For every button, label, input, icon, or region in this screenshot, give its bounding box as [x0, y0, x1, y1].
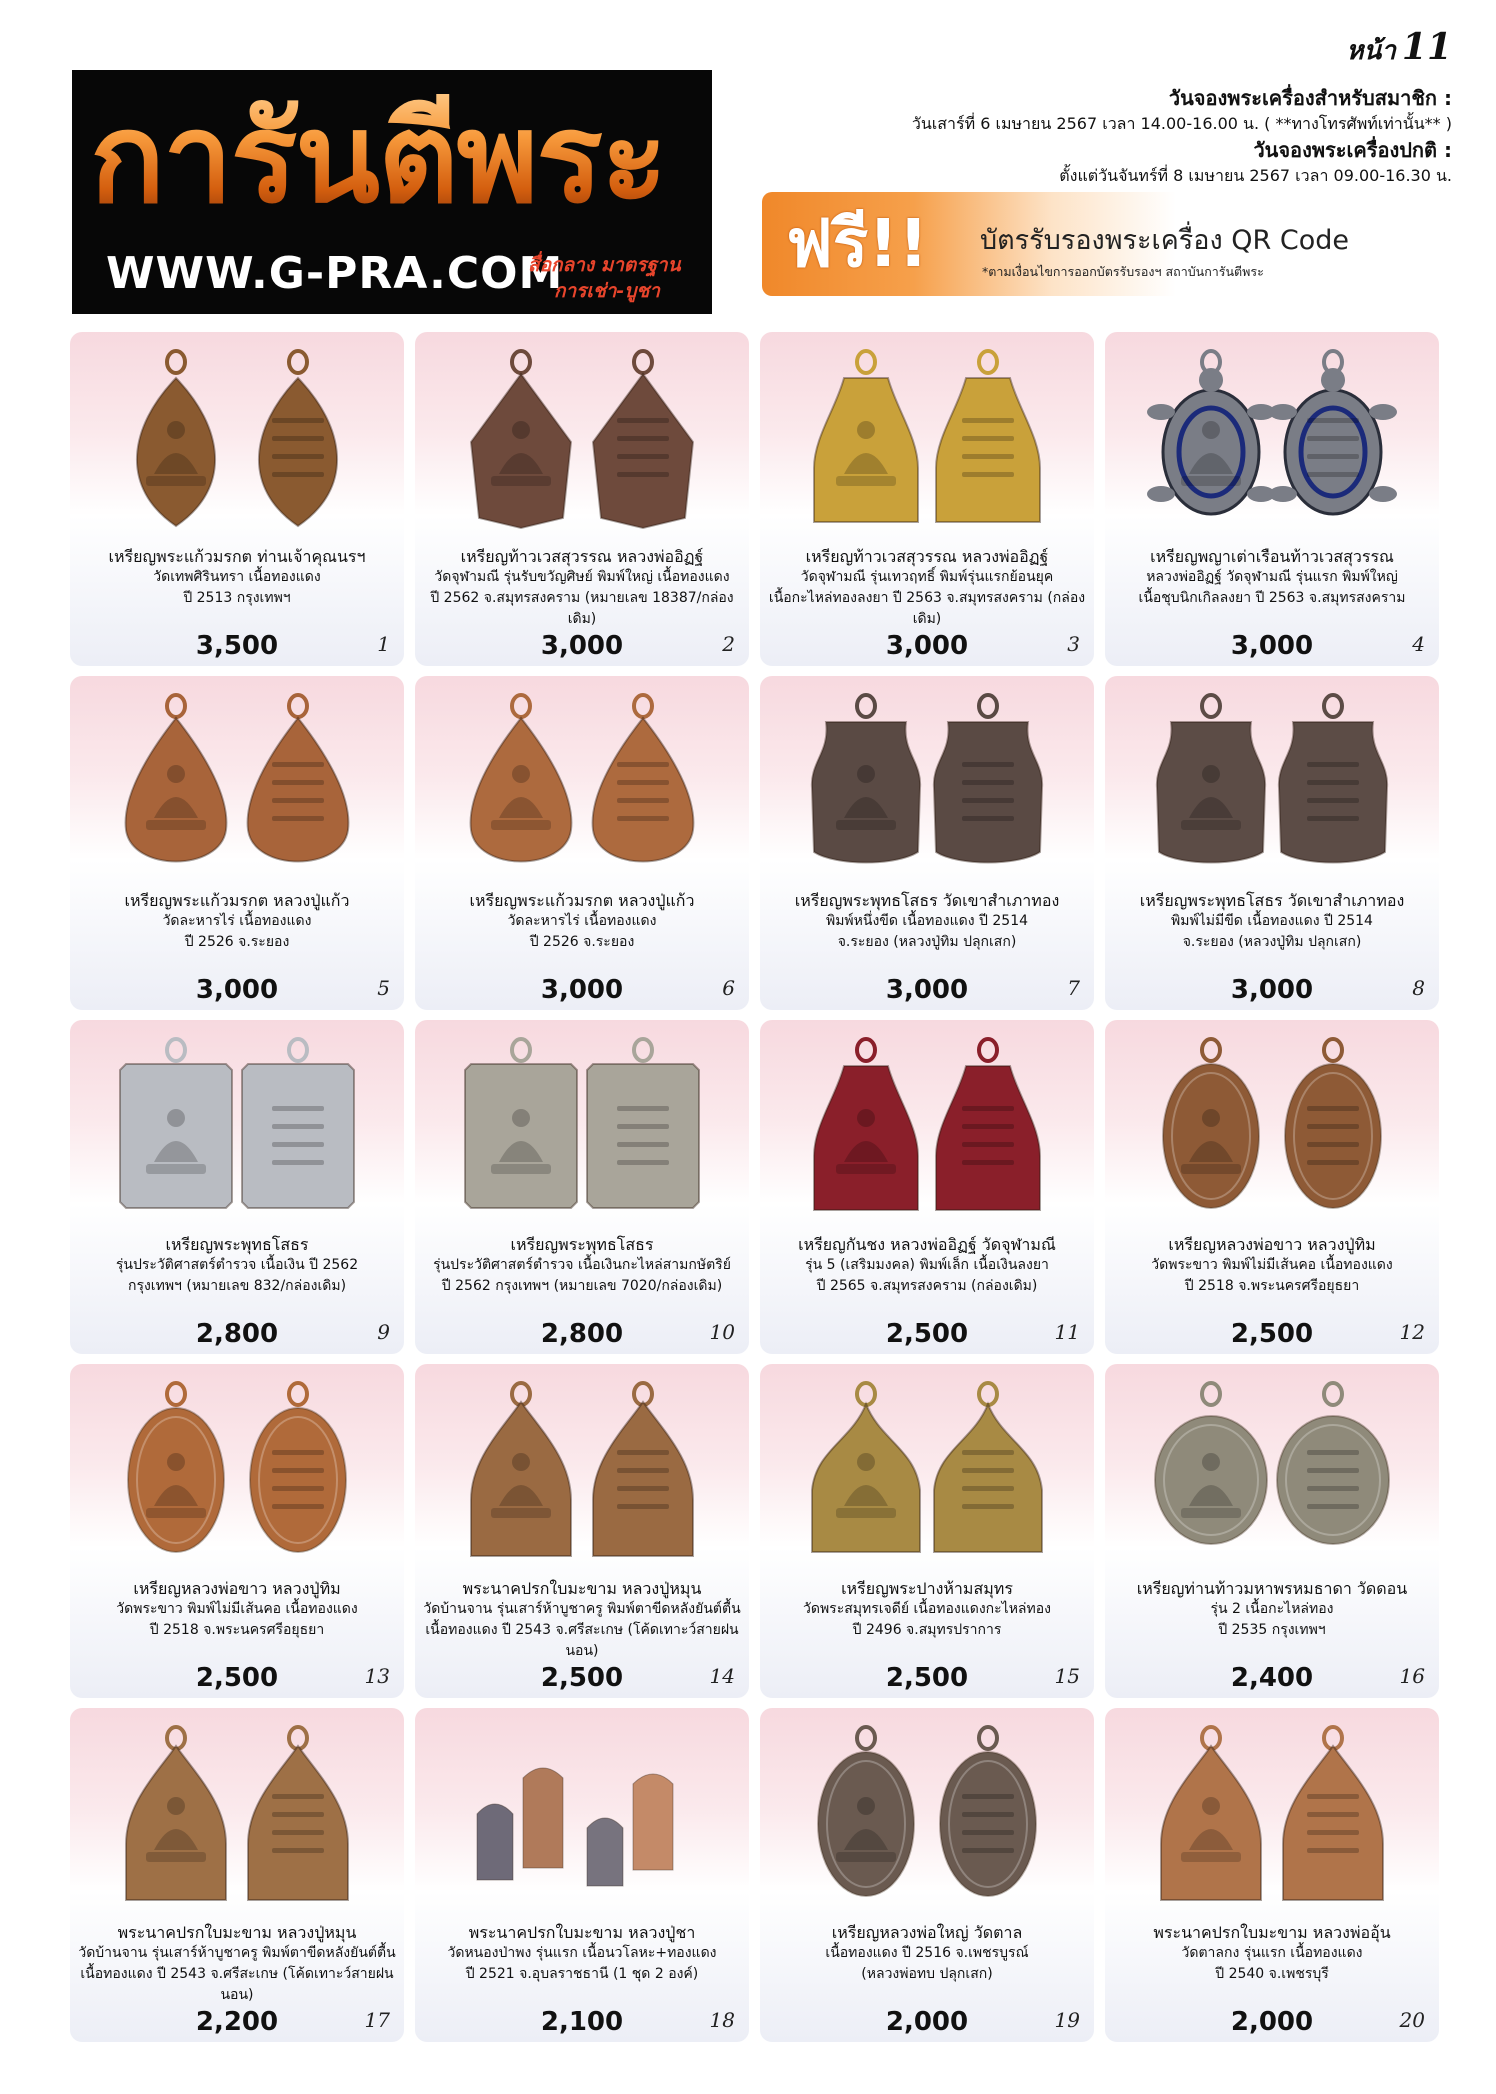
item-number: 17 — [364, 2008, 390, 2032]
description-line: เหรียญพระแก้วมรกต หลวงปู่แก้ว — [469, 891, 695, 910]
member-booking-title: วันจองพระเครื่องสำหรับสมาชิก : — [1168, 86, 1452, 110]
description-line: วัดพระขาว พิมพ์ไม่มีเส้นคอ เนื้อทองแดง — [116, 1601, 358, 1617]
free-banner-note: *ตามเงื่อนไขการออกบัตรรับรองฯ สถาบันการันตีพระ — [982, 264, 1264, 279]
amulet-photo — [415, 688, 749, 888]
description-line: จ.ระยอง (หลวงปู่ทิม ปลุกเสก) — [837, 934, 1017, 950]
amulet-card[interactable] — [415, 1020, 749, 1354]
description-line: เหรียญพระแก้วมรกต หลวงปู่แก้ว — [124, 891, 350, 910]
amulet-price: 2,400 — [1230, 1663, 1314, 1693]
amulet-price: 2,500 — [1230, 1319, 1314, 1349]
normal-booking-title: วันจองพระเครื่องปกติ : — [1253, 138, 1452, 162]
amulet-card[interactable] — [415, 332, 749, 666]
item-number: 13 — [364, 1664, 390, 1688]
description-line: วัดบ้านจาน รุ่นเสาร์ห้าบูชาครู พิมพ์ตาขีดหลังยันต์ตื้น — [423, 1601, 741, 1617]
item-number: 1 — [377, 632, 390, 656]
description-line: พระนาคปรกใบมะขาม หลวงพ่ออุ้น — [1153, 1923, 1391, 1942]
description-line: ปี 2496 จ.สมุทรปราการ — [852, 1622, 1002, 1638]
amulet-description — [76, 546, 398, 609]
description-line: ปี 2562 จ.สมุทรสงคราม (หมายเลข 18387/กล่องเดิม) — [430, 590, 734, 627]
description-line: เนื้อทองแดง ปี 2543 จ.ศรีสะเกษ (โค้ดเทาะว์สายฝนนอน) — [80, 1966, 394, 2003]
description-line: เนื้อชุบนิกเกิลลงยา ปี 2563 จ.สมุทรสงคราม — [1138, 590, 1406, 606]
amulet-card[interactable] — [415, 676, 749, 1010]
amulet-photo — [70, 1376, 404, 1576]
amulet-card[interactable] — [1105, 332, 1439, 666]
description-line: ปี 2518 จ.พระนครศรีอยุธยา — [149, 1622, 325, 1638]
amulet-price: 2,500 — [540, 1663, 624, 1693]
amulet-price: 3,000 — [1230, 975, 1314, 1005]
description-line: ปี 2518 จ.พระนครศรีอยุธยา — [1184, 1278, 1360, 1294]
normal-booking-date: ตั้งแต่วันจันทร์ที่ 8 เมษายน 2567 เวลา 09.00-16.30 น. — [1059, 166, 1452, 185]
description-line: เหรียญพระพุทธโสธร — [510, 1235, 654, 1254]
description-line: วัดจุฬามณี รุ่นเทวฤทธิ์ พิมพ์รุ่นแรกย้อนยุค — [800, 569, 1054, 585]
item-number: 7 — [1067, 976, 1080, 1000]
amulet-card[interactable] — [760, 676, 1094, 1010]
item-number: 16 — [1399, 1664, 1425, 1688]
free-word: ฟรี!! — [786, 205, 929, 282]
description-line: วัดจุฬามณี รุ่นรับขวัญศิษย์ พิมพ์ใหญ่ เนื้อทองแดง — [434, 569, 730, 585]
description-line: พิมพ์ไม่มีขีด เนื้อทองแดง ปี 2514 — [1171, 913, 1373, 929]
logo-tagline-1: สื่อกลาง มาตรฐาน — [528, 254, 681, 276]
amulet-price: 2,000 — [885, 2007, 969, 2037]
amulet-description — [1111, 1234, 1433, 1297]
description-line: เหรียญพระพุทธโสธร วัดเขาสำเภาทอง — [794, 891, 1060, 910]
amulet-description — [76, 1922, 398, 2006]
amulet-description — [766, 1922, 1088, 1985]
amulet-price: 2,800 — [195, 1319, 279, 1349]
description-line: ปี 2526 จ.ระยอง — [184, 934, 290, 950]
description-line: พระนาคปรกใบมะขาม หลวงปู่ชา — [468, 1923, 696, 1942]
description-line: พิมพ์หนึ่งขีด เนื้อทองแดง ปี 2514 — [825, 913, 1029, 929]
amulet-description — [76, 1234, 398, 1297]
amulet-photo — [760, 1376, 1094, 1576]
amulet-price: 3,500 — [195, 631, 279, 661]
amulet-price: 2,800 — [540, 1319, 624, 1349]
amulet-photo — [760, 1032, 1094, 1232]
amulet-card[interactable] — [760, 332, 1094, 666]
amulet-description — [766, 546, 1088, 630]
amulet-card[interactable] — [1105, 1364, 1439, 1698]
amulet-card[interactable] — [760, 1020, 1094, 1354]
description-line: ปี 2513 กรุงเทพฯ — [183, 590, 291, 606]
amulet-card[interactable] — [1105, 676, 1439, 1010]
item-number: 14 — [709, 1664, 735, 1688]
brand-logo[interactable] — [72, 70, 712, 314]
description-line: วัดพระขาว พิมพ์ไม่มีเส้นคอ เนื้อทองแดง — [1151, 1257, 1393, 1273]
amulet-photo — [1105, 1720, 1439, 1920]
amulet-price: 3,000 — [885, 631, 969, 661]
item-number: 19 — [1054, 2008, 1080, 2032]
amulet-description — [421, 1922, 743, 1985]
free-banner-title: บัตรรับรองพระเครื่อง QR Code — [980, 225, 1350, 256]
amulet-photo — [70, 1032, 404, 1232]
description-line: ปี 2565 จ.สมุทรสงคราม (กล่องเดิม) — [816, 1278, 1038, 1294]
logo-url: WWW.G-PRA.COM — [106, 248, 564, 299]
amulet-photo — [1105, 688, 1439, 888]
amulet-price: 3,000 — [885, 975, 969, 1005]
logo-tagline-2: การเช่า-บูชา — [554, 280, 660, 302]
description-line: ปี 2562 กรุงเทพฯ (หมายเลข 7020/กล่องเดิม) — [441, 1278, 723, 1294]
item-number: 11 — [1054, 1320, 1080, 1344]
description-line: เหรียญท้าวเวสสุวรรณ หลวงพ่ออิฏฐ์ — [460, 547, 704, 566]
amulet-card[interactable] — [760, 1708, 1094, 2042]
description-line: เหรียญพระพุทธโสธร วัดเขาสำเภาทอง — [1139, 891, 1405, 910]
description-line: เหรียญกันชง หลวงพ่ออิฏฐ์ วัดจุฬามณี — [798, 1235, 1056, 1254]
amulet-card[interactable] — [760, 1364, 1094, 1698]
description-line: เนื้อทองแดง ปี 2543 จ.ศรีสะเกษ (โค้ดเทาะว์สายฝนนอน) — [425, 1622, 739, 1659]
description-line: ปี 2540 จ.เพชรบุรี — [1215, 1966, 1329, 1982]
item-number: 18 — [709, 2008, 735, 2032]
amulet-description — [1111, 1578, 1433, 1641]
amulet-card[interactable] — [1105, 1020, 1439, 1354]
description-line: วัดบ้านจาน รุ่นเสาร์ห้าบูชาครู พิมพ์ตาขีดหลังยันต์ตื้น — [78, 1945, 396, 1961]
description-line: รุ่น 5 (เสริมมงคล) พิมพ์เล็ก เนื้อเงินลงยา — [805, 1257, 1049, 1273]
description-line: ปี 2526 จ.ระยอง — [529, 934, 635, 950]
item-number: 4 — [1412, 632, 1425, 656]
amulet-description — [1111, 890, 1433, 953]
amulet-card[interactable] — [70, 1364, 404, 1698]
description-line: เหรียญหลวงพ่อขาว หลวงปู่ทิม — [1168, 1235, 1376, 1254]
description-line: ปี 2535 กรุงเทพฯ — [1218, 1622, 1326, 1638]
amulet-photo — [1105, 1376, 1439, 1576]
amulet-card[interactable] — [70, 676, 404, 1010]
amulet-photo — [1105, 1032, 1439, 1232]
member-booking-date: วันเสาร์ที่ 6 เมษายน 2567 เวลา 14.00-16.00 น. ( **ทางโทรศัพท์เท่านั้น** ) — [911, 114, 1452, 133]
amulet-photo — [415, 344, 749, 544]
description-line: รุ่น 2 เนื้อกะไหล่ทอง — [1210, 1601, 1334, 1617]
description-line: วัดพระสมุทรเจดีย์ เนื้อทองแดงกะไหล่ทอง — [803, 1601, 1051, 1617]
description-line: รุ่นประวัติศาสตร์ตำรวจ เนื้อเงินกะไหล่สามกษัตริย์ — [433, 1257, 731, 1273]
item-number: 8 — [1412, 976, 1425, 1000]
amulet-price: 3,000 — [195, 975, 279, 1005]
description-line: วัดละหารไร่ เนื้อทองแดง — [162, 913, 312, 929]
description-line: เหรียญพระปางห้ามสมุทร — [841, 1579, 1013, 1598]
description-line: เหรียญพระพุทธโสธร — [165, 1235, 309, 1254]
description-line: วัดตาลกง รุ่นแรก เนื้อทองแดง — [1181, 1945, 1363, 1961]
item-number: 12 — [1399, 1320, 1425, 1344]
item-number: 10 — [709, 1320, 735, 1344]
description-line: เหรียญหลวงพ่อใหญ่ วัดตาล — [831, 1923, 1023, 1942]
free-certificate-banner — [762, 192, 1452, 296]
amulet-description — [421, 1234, 743, 1297]
item-number: 2 — [722, 632, 735, 656]
amulet-photo — [760, 688, 1094, 888]
amulet-price: 2,500 — [885, 1663, 969, 1693]
amulet-price: 3,000 — [1230, 631, 1314, 661]
description-line: พระนาคปรกใบมะขาม หลวงปู่หมุน — [462, 1579, 702, 1598]
description-line: เหรียญท่านท้าวมหาพรหมธาดา วัดดอน — [1136, 1579, 1408, 1598]
description-line: ปี 2521 จ.อุบลราชธานี (1 ชุด 2 องค์) — [465, 1966, 699, 1982]
amulet-description — [766, 890, 1088, 953]
item-number: 20 — [1399, 2008, 1425, 2032]
description-line: หลวงพ่ออิฏฐ์ วัดจุฬามณี รุ่นแรก พิมพ์ใหญ่ — [1146, 569, 1398, 585]
amulet-price: 2,500 — [885, 1319, 969, 1349]
description-line: เนื้อทองแดง ปี 2516 จ.เพชรบูรณ์ — [825, 1945, 1029, 1961]
amulet-card[interactable] — [415, 1708, 749, 2042]
item-number: 5 — [377, 976, 390, 1000]
page-number — [1346, 26, 1452, 71]
page-prefix: หน้า — [1346, 36, 1396, 66]
amulet-description — [1111, 1922, 1433, 1985]
amulet-description — [766, 1234, 1088, 1297]
amulet-grid — [70, 332, 1440, 2042]
amulet-price: 2,200 — [195, 2007, 279, 2037]
amulet-description — [421, 890, 743, 953]
description-line: เหรียญหลวงพ่อขาว หลวงปู่ทิม — [133, 1579, 341, 1598]
description-line: กรุงเทพฯ (หมายเลข 832/กล่องเดิม) — [127, 1278, 347, 1294]
description-line: วัดหนองป่าพง รุ่นแรก เนื้อนวโลหะ+ทองแดง — [447, 1945, 717, 1961]
amulet-photo — [415, 1720, 749, 1920]
amulet-photo — [1105, 344, 1439, 544]
page-number-value: 11 — [1401, 26, 1452, 68]
amulet-description — [1111, 546, 1433, 609]
amulet-price: 2,000 — [1230, 2007, 1314, 2037]
amulet-price: 3,000 — [540, 631, 624, 661]
item-number: 9 — [377, 1320, 390, 1344]
amulet-price: 2,100 — [540, 2007, 624, 2037]
amulet-price: 2,500 — [195, 1663, 279, 1693]
description-line: เหรียญพญาเต่าเรือนท้าวเวสสุวรรณ — [1150, 547, 1394, 566]
amulet-price: 3,000 — [540, 975, 624, 1005]
amulet-photo — [70, 1720, 404, 1920]
amulet-description — [76, 1578, 398, 1641]
amulet-card[interactable] — [70, 332, 404, 666]
amulet-card[interactable] — [415, 1364, 749, 1698]
amulet-description — [766, 1578, 1088, 1641]
description-line: วัดละหารไร่ เนื้อทองแดง — [507, 913, 657, 929]
booking-info — [912, 84, 1452, 188]
item-number: 15 — [1054, 1664, 1080, 1688]
amulet-photo — [415, 1376, 749, 1576]
amulet-description — [421, 1578, 743, 1662]
description-line: จ.ระยอง (หลวงปู่ทิม ปลุกเสก) — [1182, 934, 1362, 950]
amulet-description — [76, 890, 398, 953]
description-line: เนื้อกะไหล่ทองลงยา ปี 2563 จ.สมุทรสงคราม (กล่องเดิม) — [768, 590, 1086, 627]
amulet-card[interactable] — [70, 1708, 404, 2042]
description-line: พระนาคปรกใบมะขาม หลวงปู่หมุน — [117, 1923, 357, 1942]
description-line: เหรียญพระแก้วมรกต ท่านเจ้าคุณนรฯ — [108, 547, 366, 566]
amulet-card[interactable] — [70, 1020, 404, 1354]
description-line: วัดเทพศิรินทรา เนื้อทองแดง — [153, 569, 321, 585]
amulet-card[interactable] — [1105, 1708, 1439, 2042]
description-line: รุ่นประวัติศาสตร์ตำรวจ เนื้อเงิน ปี 2562 — [115, 1257, 359, 1273]
item-number: 6 — [722, 976, 735, 1000]
amulet-description — [421, 546, 743, 630]
amulet-photo — [70, 344, 404, 544]
item-number: 3 — [1067, 632, 1080, 656]
description-line: เหรียญท้าวเวสสุวรรณ หลวงพ่ออิฏฐ์ — [805, 547, 1049, 566]
amulet-photo — [415, 1032, 749, 1232]
logo-title: การันตีพระ — [90, 84, 666, 234]
amulet-photo — [70, 688, 404, 888]
amulet-photo — [760, 344, 1094, 544]
amulet-photo — [760, 1720, 1094, 1920]
description-line: (หลวงพ่อทบ ปลุกเสก) — [861, 1966, 993, 1982]
